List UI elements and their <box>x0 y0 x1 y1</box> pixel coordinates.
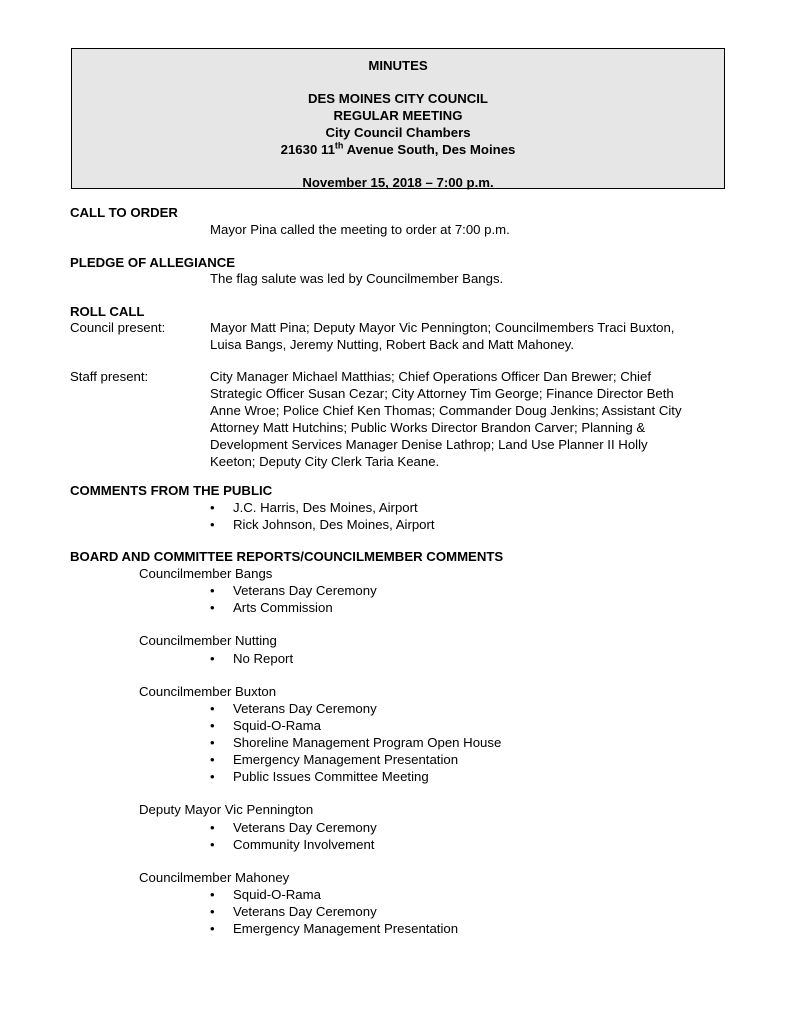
bullet-icon: • <box>210 735 215 750</box>
reports-heading: BOARD AND COMMITTEE REPORTS/COUNCILMEMBER COMMENTS <box>70 549 504 564</box>
call-to-order-text: Mayor Pina called the meeting to order at 7:00 p.m. <box>210 222 510 237</box>
bullet-icon: • <box>210 651 215 666</box>
member-name: Councilmember Mahoney <box>139 870 290 885</box>
member-name: Councilmember Nutting <box>139 633 277 648</box>
bullet-icon: • <box>210 904 215 919</box>
member-name: Deputy Mayor Vic Pennington <box>139 802 314 817</box>
pledge-text: The flag salute was led by Councilmember Bangs. <box>210 271 504 286</box>
staff-present-list: City Manager Michael Matthias; Chief Operations Officer Dan Brewer; Chief Strategic Officer Susan Cezar; City Attorney Tim George; Finance Director Beth Anne Wroe; Police Chief Ken Thomas; Commander Doug Jenkins; Assistant City Attorney Matt Hutchins; Public Works Director Brandon Carver; Planning & Development Services Manager Denise Lathrop; Land Use Planner II Holly Keeton; Deputy City Clerk Taria Keane. <box>210 369 682 469</box>
bullet-icon: • <box>210 752 215 767</box>
staff-present-label: Staff present: <box>70 369 149 384</box>
bullet-icon: • <box>210 820 215 835</box>
member-name: Councilmember Buxton <box>139 684 277 699</box>
meeting-location: City Council Chambers <box>325 125 471 140</box>
bullet-icon: • <box>210 718 215 733</box>
minutes-title: MINUTES <box>368 58 428 73</box>
member-name: Councilmember Bangs <box>139 566 273 581</box>
call-to-order-heading: CALL TO ORDER <box>70 205 178 220</box>
bullet-icon: • <box>210 600 215 615</box>
header-box <box>71 48 725 189</box>
bullet-icon: • <box>210 583 215 598</box>
minutes-page: MINUTES DES MOINES CITY COUNCIL REGULAR MEETING City Council Chambers 21630 11th Avenue South, Des Moines November 15, 2018 – 7:00 p.m. CALL TO ORDER Mayor Pina called the meeting to order at 7:00 p.m. PLEDGE OF ALLEGIANCE The flag salute was led by Councilmember Bangs. ROLL CALL Council present: Mayor Matt Pina; Deputy Mayor Vic Pennington; Councilmembers Traci Buxton, Luisa Bangs, Jeremy Nutting, Robert Back and Matt Mahoney. Staff present: City Manager Michael Matthias; Chief Operations Officer Dan Brewer; Chief Strategic Officer Susan Cezar; City Attorney Tim George; Finance Director Beth Anne Wroe; Police Chief Ken Thomas; Commander Doug Jenkins; Assistant City Attorney Matt Hutchins; Public Works Director Brandon Carver; Planning & Development Services Manager Denise Lathrop; Land Use Planner II Holly Keeton; Deputy City Clerk Taria Keane. COMMENTS FROM THE PUBLIC • J.C. Harris, Des Moines, Airport • Rick Johnson, Des Moines, Airport BOARD AND COMMITTEE REPORTS/COUNCILMEMBER COMMENTS Councilmember Bangs • Veterans Day Ceremony • Arts Commission Councilmember Nutting • No Report Councilmember Buxton • Veterans Day Ceremony • Squid-O-Rama • Shoreline Management Program Open House • Emergency Management Presentation • Public Issues Committee Meeting Deputy Mayor Vic Pennington • Veterans Day Ceremony • Community Involvement Councilmember Mahoney • Squid-O-Rama • Veterans Day Ceremony • Emergency Management Presentation <box>0 0 791 1024</box>
bullet-icon: • <box>210 701 215 716</box>
bullet-icon: • <box>210 921 215 936</box>
council-name: DES MOINES CITY COUNCIL <box>307 91 488 106</box>
council-present-list: Mayor Matt Pina; Deputy Mayor Vic Pennington; Councilmembers Traci Buxton, Luisa Bangs, Jeremy Nutting, Robert Back and Matt Mahoney. <box>210 320 675 352</box>
meeting-address: 21630 11th Avenue South, Des Moines <box>280 140 516 157</box>
bullet-icon: • <box>210 500 215 515</box>
pledge-heading: PLEDGE OF ALLEGIANCE <box>70 255 236 270</box>
bullet-icon: • <box>210 887 215 902</box>
meeting-date-time: November 15, 2018 – 7:00 p.m. <box>302 175 494 190</box>
bullet-icon: • <box>210 769 215 784</box>
roll-call-heading: ROLL CALL <box>70 304 145 319</box>
bullet-icon: • <box>210 517 215 532</box>
council-present-label: Council present: <box>70 320 166 335</box>
meeting-type: REGULAR MEETING <box>333 108 463 123</box>
bullet-icon: • <box>210 837 215 852</box>
public-comments-heading: COMMENTS FROM THE PUBLIC <box>70 483 273 498</box>
